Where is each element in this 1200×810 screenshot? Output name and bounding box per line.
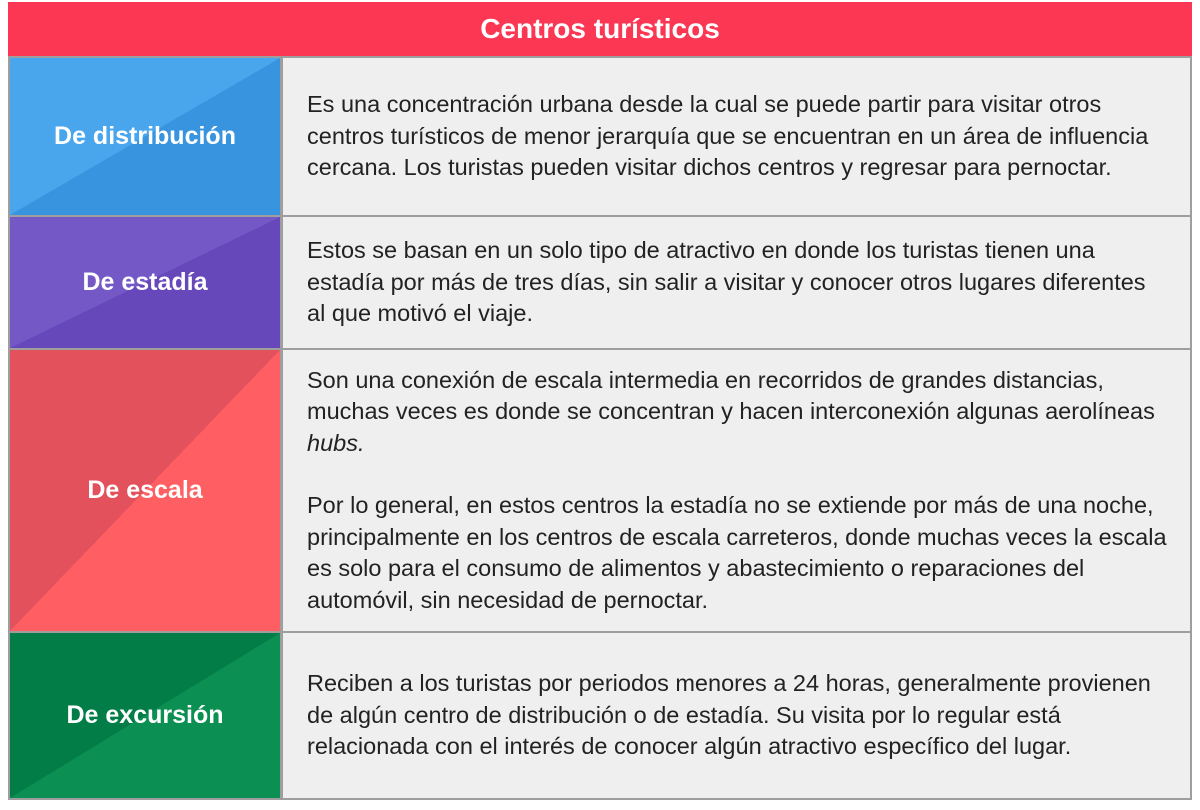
category-distribucion: De distribución — [10, 58, 280, 215]
description-text: Estos se basan en un solo tipo de atractivo en donde los turistas tienen una estadía por más de tres días, sin salir a visitar y conocer otros lugares diferentes al que motivó el viaje. — [307, 237, 1146, 327]
category-escala: De escala — [10, 350, 280, 631]
description-distribucion — [283, 58, 1190, 215]
table-row-escala — [8, 350, 1192, 631]
table-title: Centros turísticos — [8, 2, 1192, 56]
table-row-excursion — [8, 633, 1192, 798]
tourism-centers-table — [8, 2, 1192, 800]
table-row-estadia — [8, 217, 1192, 348]
description-estadia — [283, 217, 1190, 348]
description-excursion — [283, 633, 1190, 798]
category-excursion: De excursión — [10, 633, 280, 798]
description-escala — [283, 350, 1190, 631]
description-text: Reciben a los turistas por periodos menores a 24 horas, generalmente provienen de algún centro de distribución o de estadía. Su visita por lo regular está relacionada con el interés de conocer algún atractivo específico del lugar. — [307, 670, 1151, 760]
description-text: Son una conexión de escala intermedia en recorridos de grandes distancias, muchas veces es donde se concentran y hacen interconexión algunas aerolíneas — [307, 366, 1155, 425]
description-paragraph-1 — [307, 365, 1170, 460]
category-estadia: De estadía — [10, 217, 280, 348]
table-row-distribucion — [8, 58, 1192, 215]
hubs-term: hubs. — [307, 429, 365, 456]
description-paragraph-2: Por lo general, en estos centros la estadía no se extiende por más de una noche, principalmente en los centros de escala carreteros, donde muchas veces la escala es solo para el consumo de alimentos y abastecimiento o reparaciones del automóvil, sin necesidad de pernoctar. — [307, 492, 1167, 613]
description-text: Es una concentración urbana desde la cual se puede partir para visitar otros centros turísticos de menor jerarquía que se encuentran en un área de influencia cercana. Los turistas pueden visitar dichos centros y regresar para pernoctar. — [307, 91, 1149, 181]
